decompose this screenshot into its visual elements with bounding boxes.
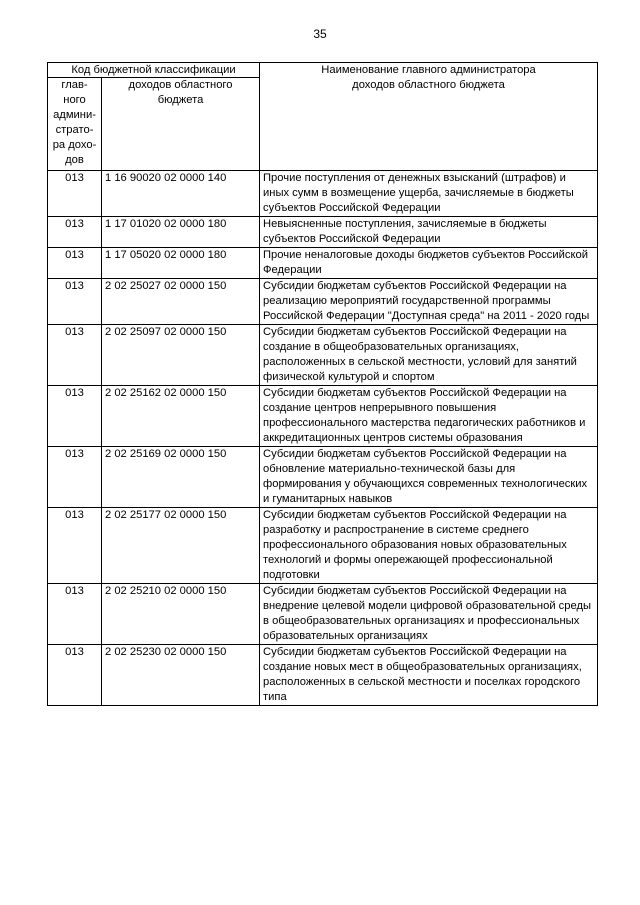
income-name-cell: Субсидии бюджетам субъектов Российской Федерации на реализацию мероприятий государственной программы Российской Федерации "Доступная среда" на 2011 - 2020 годы bbox=[260, 279, 598, 325]
income-name-cell: Субсидии бюджетам субъектов Российской Федерации на обновление материально-технической базы для формирования у обучающихся современных технологических и гуманитарных навыков bbox=[260, 447, 598, 508]
header-budget-classification-code: Код бюджетной классификации bbox=[48, 63, 260, 78]
administrator-code-cell: 013 bbox=[48, 386, 102, 447]
administrator-code-cell: 013 bbox=[48, 645, 102, 706]
income-code-cell: 2 02 25169 02 0000 150 bbox=[102, 447, 260, 508]
table-row bbox=[48, 248, 598, 279]
table-row bbox=[48, 584, 598, 645]
income-name-cell: Субсидии бюджетам субъектов Российской Федерации на создание центров непрерывного повышения профессионального мастерства педагогических работников и аккредитационных центров системы образования bbox=[260, 386, 598, 447]
table-row bbox=[48, 386, 598, 447]
income-code-cell: 2 02 25210 02 0000 150 bbox=[102, 584, 260, 645]
income-name-cell: Субсидии бюджетам субъектов Российской Федерации на создание новых мест в общеобразовательных организациях, расположенных в сельской местности и поселках городского типа bbox=[260, 645, 598, 706]
header-administrator-name-text: Наименование главного администратора доходов областного бюджета bbox=[321, 64, 536, 91]
income-code-cell: 2 02 25230 02 0000 150 bbox=[102, 645, 260, 706]
administrator-code-cell: 013 bbox=[48, 508, 102, 584]
budget-classification-table bbox=[47, 62, 598, 706]
header-main-administrator-text: глав- ного админи- страто- ра дохо- дов bbox=[52, 79, 97, 166]
table-row bbox=[48, 508, 598, 584]
administrator-code-cell: 013 bbox=[48, 325, 102, 386]
administrator-code-cell: 013 bbox=[48, 217, 102, 248]
table-row bbox=[48, 171, 598, 217]
income-name-cell: Прочие неналоговые доходы бюджетов субъектов Российской Федерации bbox=[260, 248, 598, 279]
table-row bbox=[48, 325, 598, 386]
header-administrator-name bbox=[260, 63, 598, 171]
income-name-cell: Субсидии бюджетам субъектов Российской Федерации на создание в общеобразовательных организациях, расположенных в сельской местности, условий для занятий физической культурой и спортом bbox=[260, 325, 598, 386]
income-code-cell: 1 17 05020 02 0000 180 bbox=[102, 248, 260, 279]
table-row bbox=[48, 279, 598, 325]
income-code-cell: 2 02 25027 02 0000 150 bbox=[102, 279, 260, 325]
income-code-cell: 1 16 90020 02 0000 140 bbox=[102, 171, 260, 217]
income-name-cell: Прочие поступления от денежных взысканий (штрафов) и иных сумм в возмещение ущерба, зачисляемые в бюджеты субъектов Российской Федерации bbox=[260, 171, 598, 217]
administrator-code-cell: 013 bbox=[48, 279, 102, 325]
table-row bbox=[48, 447, 598, 508]
administrator-code-cell: 013 bbox=[48, 447, 102, 508]
income-name-cell: Невыясненные поступления, зачисляемые в бюджеты субъектов Российской Федерации bbox=[260, 217, 598, 248]
header-regional-income-text: доходов областного бюджета bbox=[128, 79, 233, 106]
administrator-code-cell: 013 bbox=[48, 584, 102, 645]
table-row bbox=[48, 217, 598, 248]
administrator-code-cell: 013 bbox=[48, 248, 102, 279]
page-number: 35 bbox=[313, 27, 327, 41]
income-code-cell: 1 17 01020 02 0000 180 bbox=[102, 217, 260, 248]
income-code-cell: 2 02 25177 02 0000 150 bbox=[102, 508, 260, 584]
income-code-cell: 2 02 25162 02 0000 150 bbox=[102, 386, 260, 447]
header-regional-income bbox=[102, 78, 260, 171]
table-row bbox=[48, 645, 598, 706]
income-name-cell: Субсидии бюджетам субъектов Российской Федерации на разработку и распространение в системе среднего профессионального образования новых образовательных технологий и формы опережающей профессиональной подготовки bbox=[260, 508, 598, 584]
header-main-administrator bbox=[48, 78, 102, 171]
income-code-cell: 2 02 25097 02 0000 150 bbox=[102, 325, 260, 386]
administrator-code-cell: 013 bbox=[48, 171, 102, 217]
income-name-cell: Субсидии бюджетам субъектов Российской Федерации на внедрение целевой модели цифровой образовательной среды в общеобразовательных организациях и профессиональных образовательных организациях bbox=[260, 584, 598, 645]
